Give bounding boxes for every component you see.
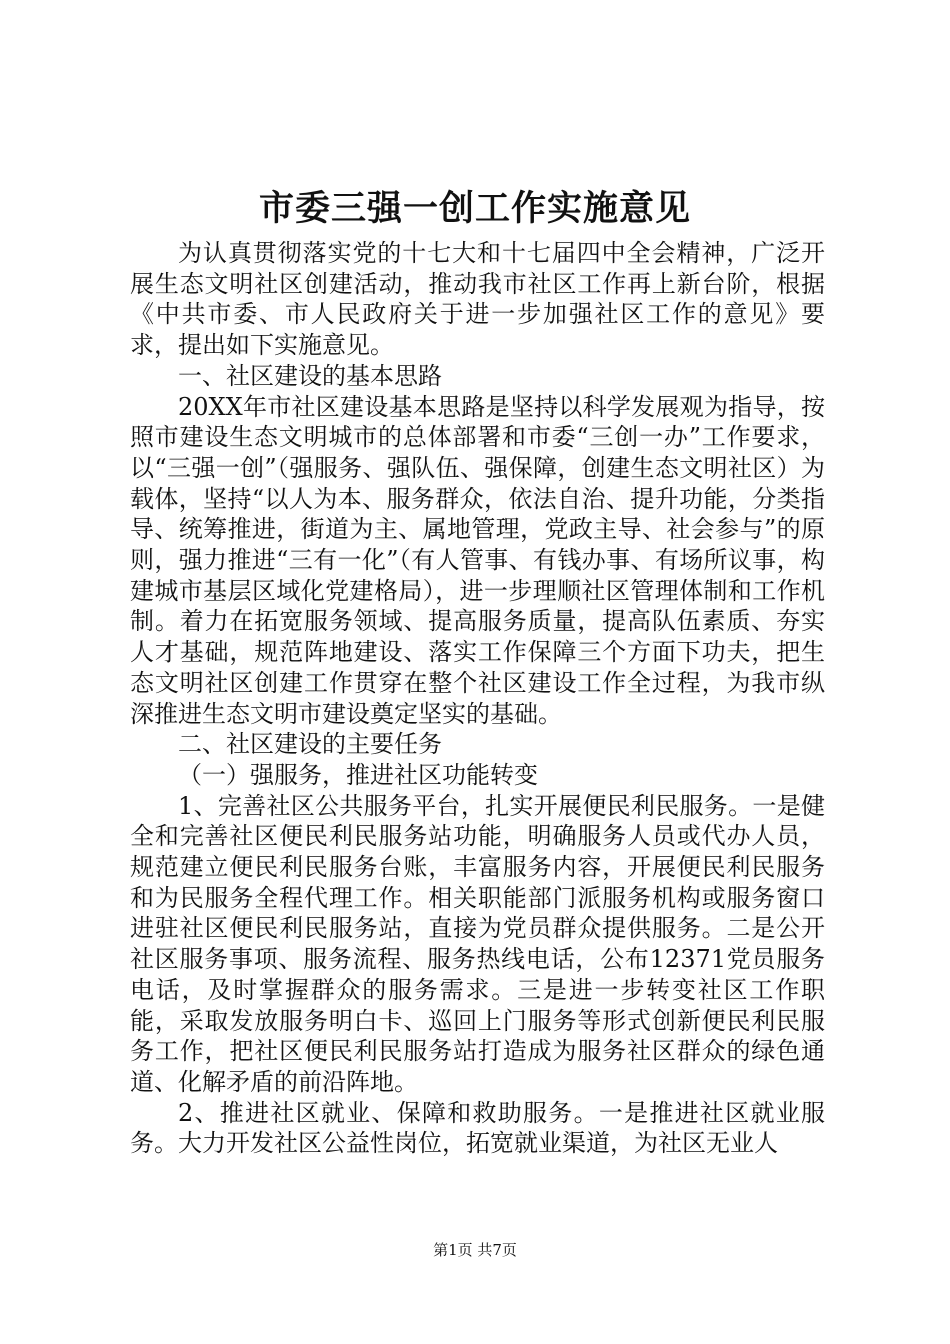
document-body (130, 238, 825, 1159)
paragraph-item-2: 2、推进社区就业、保障和救助服务。一是推进社区就业服务。大力开发社区公益性岗位，拓宽就业渠道，为社区无业人 (130, 1098, 825, 1158)
heading-section-1: 一、社区建设的基本思路 (178, 361, 442, 390)
heading-subsection-1: （一）强服务，推进社区功能转变 (178, 760, 538, 789)
document-title: 市委三强一创工作实施意见 (258, 188, 691, 229)
page-number-footer: 第1页 共7页 (433, 1241, 517, 1259)
paragraph-basic-approach: 20XX年市社区建设基本思路是坚持以科学发展观为指导，按照市建设生态文明城市的总体部署和市委“三创一办”工作要求，以“三强一创”（强服务、强队伍、强保障，创建生态文明社区）为载体，坚持“以人为本、服务群众，依法自治、提升功能，分类指导、统筹推进，街道为主、属地管理，党政主导、社会参与”的原则，强力推进“三有一化”（有人管事、有钱办事、有场所议事，构建城市基层区域化党建格局），进一步理顺社区管理体制和工作机制。着力在拓宽服务领域、提高服务质量，提高队伍素质、夯实人才基础，规范阵地建设、落实工作保障三个方面下功夫，把生态文明社区创建工作贯穿在整个社区建设工作全过程，为我市纵深推进生态文明市建设奠定坚实的基础。 (130, 392, 825, 728)
paragraph-intro: 为认真贯彻落实党的十七大和十七届四中全会精神，广泛开展生态文明社区创建活动，推动我市社区工作再上新台阶，根据《中共市委、市人民政府关于进一步加强社区工作的意见》要求，提出如下实施意见。 (130, 239, 825, 360)
paragraph-item-1: 1、完善社区公共服务平台，扎实开展便民利民服务。一是健全和完善社区便民利民服务站功能，明确服务人员或代办人员，规范建立便民利民服务台账，丰富服务内容，开展便民利民服务和为民服务全程代理工作。相关职能部门派服务机构或服务窗口进驻社区便民利民服务站，直接为党员群众提供服务。二是公开社区服务事项、服务流程、服务热线电话，公布12371党员服务电话，及时掌握群众的服务需求。三是进一步转变社区工作职能，采取发放服务明白卡、巡回上门服务等形式创新便民利民服务工作，把社区便民利民服务站打造成为服务社区群众的绿色通道、化解矛盾的前沿阵地。 (130, 791, 825, 1096)
heading-section-2: 二、社区建设的主要任务 (178, 730, 442, 759)
